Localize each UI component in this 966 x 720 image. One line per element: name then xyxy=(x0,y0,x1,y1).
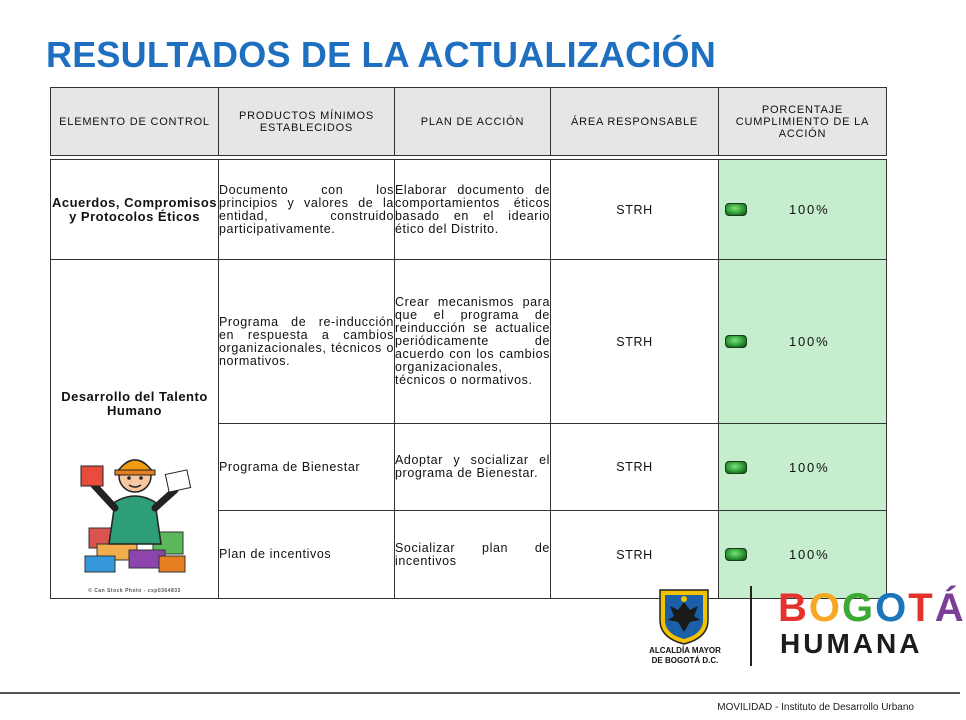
bogota-letter: G xyxy=(842,586,876,630)
control-element-cell xyxy=(51,160,219,260)
office-worker-clipart-icon xyxy=(75,432,195,582)
product-cell: Documento con los principios y valores de la entidad, construido participativamente. xyxy=(219,160,395,260)
bogota-letter: O xyxy=(808,586,843,630)
responsible-area-cell: STRH xyxy=(551,511,719,599)
bogota-seal-icon xyxy=(654,586,714,646)
control-element-label: Desarrollo del Talento Humano xyxy=(61,389,208,418)
percentage-cell xyxy=(719,424,887,511)
column-header: PLAN DE ACCIÓN xyxy=(395,88,551,156)
alcaldia-label xyxy=(640,646,730,666)
column-header: PORCENTAJE CUMPLIMIENTO DE LA ACCIÓN xyxy=(719,88,887,156)
percentage-value: 100% xyxy=(789,459,830,475)
branding-logos xyxy=(640,584,966,684)
action-plan-cell: Socializar plan de incentivos xyxy=(395,511,551,599)
responsible-area-cell: STRH xyxy=(551,424,719,511)
product-cell: Programa de re-inducción en respuesta a cambios organizacionales, técnicos o normativos. xyxy=(219,260,395,424)
responsible-area-cell: STRH xyxy=(551,160,719,260)
table-row xyxy=(51,260,887,424)
table-header-row xyxy=(51,88,887,156)
status-led-icon xyxy=(725,548,747,561)
alcaldia-line-2: DE BOGOTÁ D.C. xyxy=(651,656,719,665)
bogota-letter: O xyxy=(875,586,909,630)
percentage-cell xyxy=(719,260,887,424)
alcaldia-line-1: ALCALDÍA MAYOR xyxy=(649,646,721,655)
column-header: ELEMENTO DE CONTROL xyxy=(51,88,219,156)
humana-wordmark: HUMANA xyxy=(780,628,923,659)
control-element-cell xyxy=(51,260,219,599)
column-header: PRODUCTOS MÍNIMOS ESTABLECIDOS xyxy=(219,88,395,156)
product-cell: Plan de incentivos xyxy=(219,511,395,599)
percentage-value: 100% xyxy=(789,334,830,350)
column-header: ÁREA RESPONSABLE xyxy=(551,88,719,156)
footer-text: MOVILIDAD - Instituto de Desarrollo Urbano xyxy=(717,702,914,713)
percentage-value: 100% xyxy=(789,202,830,217)
results-table xyxy=(50,87,887,599)
control-element-label: Acuerdos, Compromisos y Protocolos Éticos xyxy=(51,194,218,224)
bogota-letter: B xyxy=(778,586,809,630)
action-plan-cell: Crear mecanismos para que el programa de reinducción se actualice periódicamente de acuerdo con los cambios organizacionales, técnicos o normativos. xyxy=(395,260,551,424)
bogota-letter: Á xyxy=(934,586,966,630)
status-led-icon xyxy=(725,461,747,474)
bogota-wordmark xyxy=(778,588,966,628)
status-led-icon xyxy=(725,203,747,216)
product-cell: Programa de Bienestar xyxy=(219,424,395,511)
responsible-area-cell: STRH xyxy=(551,260,719,424)
footer-divider xyxy=(0,692,960,694)
action-plan-cell: Adoptar y socializar el programa de Bienestar. xyxy=(395,424,551,511)
percentage-value: 100% xyxy=(789,547,830,563)
page-title: RESULTADOS DE LA ACTUALIZACIÓN xyxy=(46,34,716,75)
percentage-cell xyxy=(719,160,887,260)
action-plan-cell: Elaborar documento de comportamientos éticos basado en el ideario ético del Distrito. xyxy=(395,160,551,260)
bogota-letter: T xyxy=(908,586,935,630)
table-row xyxy=(51,160,887,260)
logo-divider xyxy=(750,586,752,666)
clipart-caption: © Can Stock Photo - csp0364833 xyxy=(88,588,181,594)
status-led-icon xyxy=(725,335,747,348)
